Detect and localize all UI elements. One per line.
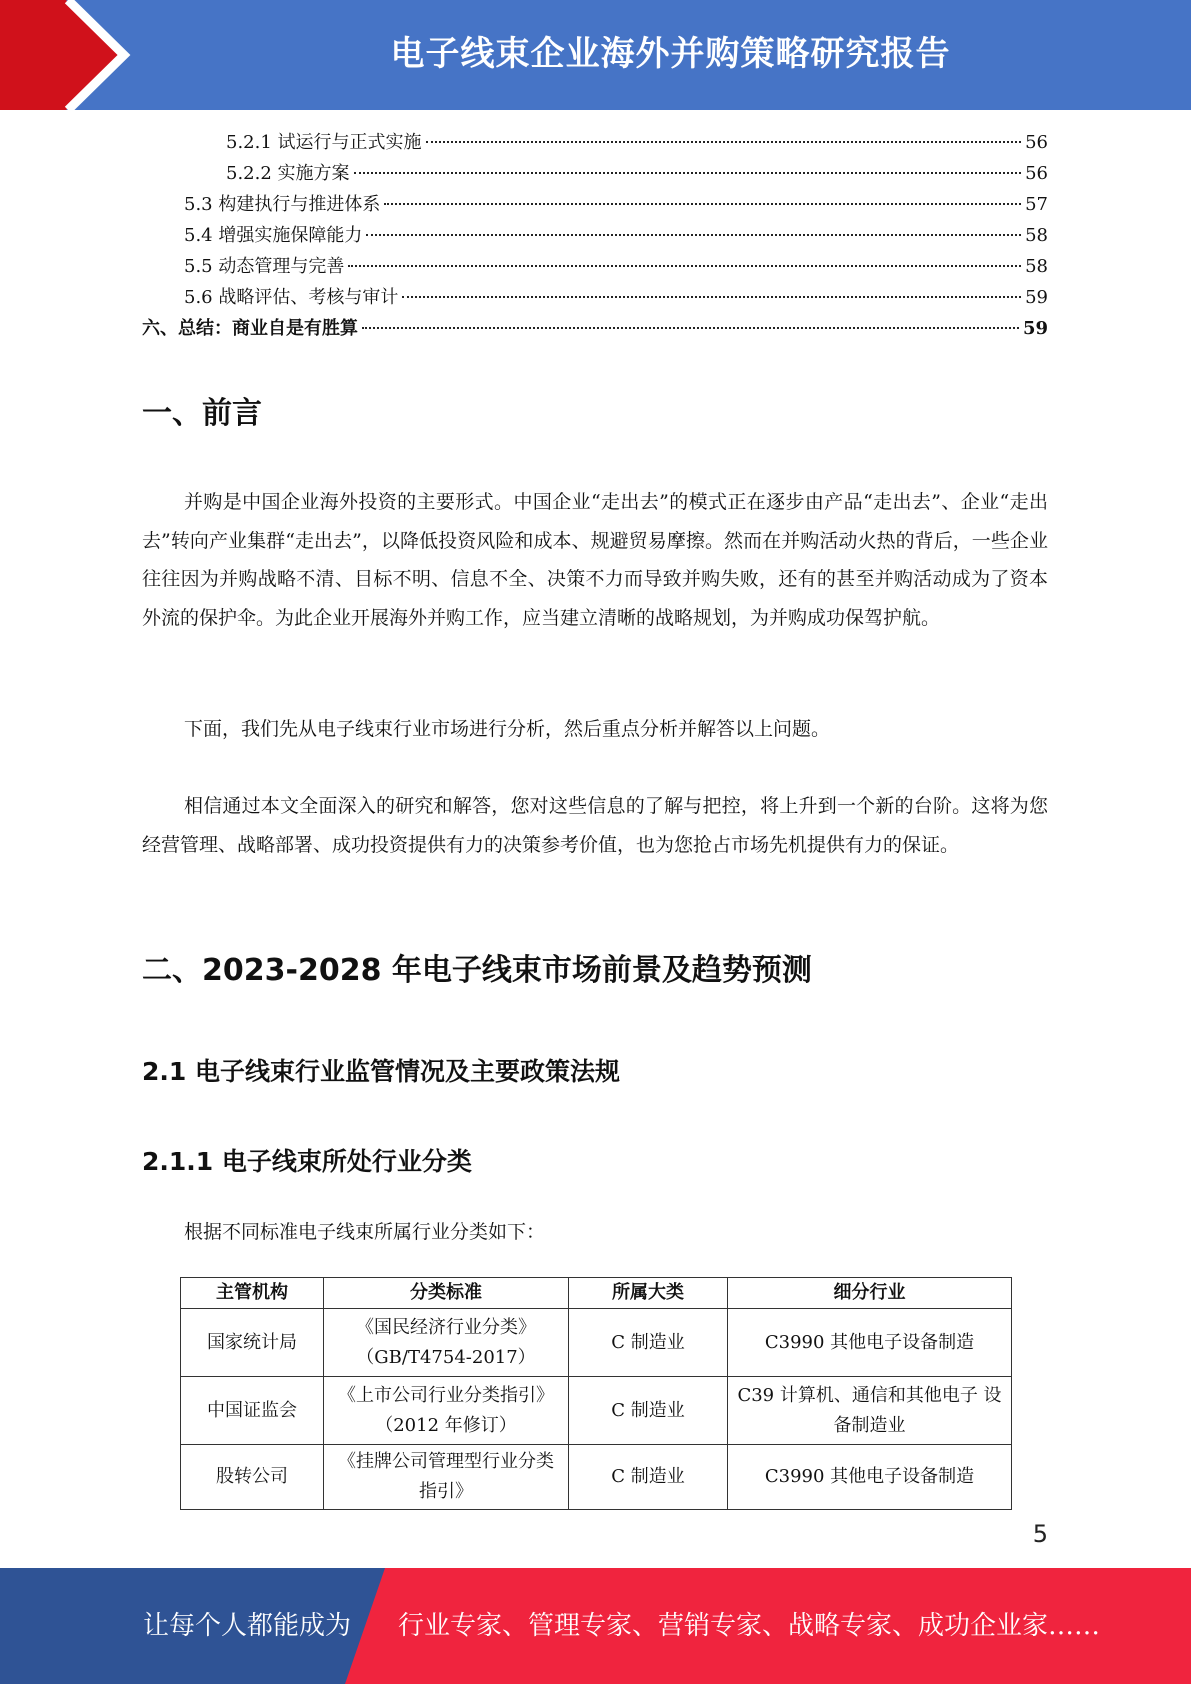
footer-slogan-right: 行业专家、管理专家、营销专家、战略专家、成功企业家…… <box>398 1611 1101 1641</box>
body-paragraph: 下面，我们先从电子线束行业市场进行分析，然后重点分析并解答以上问题。 <box>184 718 831 740</box>
table-cell-category: C 制造业 <box>569 1445 728 1510</box>
table-cell-standard: 《上市公司行业分类指引》（2012 年修订） <box>324 1377 569 1445</box>
toc-entry-page: 58 <box>1025 256 1048 277</box>
table-cell-org: 国家统计局 <box>181 1309 324 1377</box>
table-header-cell: 细分行业 <box>728 1278 1012 1309</box>
toc-leader-dots <box>402 296 1021 298</box>
toc-entry[interactable] <box>142 221 1048 252</box>
table-header-cell: 主管机构 <box>181 1278 324 1309</box>
footer-slogan-left: 让每个人都能成为 <box>143 1611 352 1641</box>
toc-entry[interactable] <box>142 128 1048 159</box>
toc-entry-page: 59 <box>1025 287 1048 308</box>
section-heading: 二、2023-2028 年电子线束市场前景及趋势预测 <box>142 953 812 988</box>
industry-classification-table <box>180 1277 1012 1510</box>
toc-leader-dots <box>348 265 1021 267</box>
toc-leader-dots <box>362 327 1019 329</box>
toc-entry-label: 5.2.2 实施方案 <box>226 163 350 184</box>
table-cell-category: C 制造业 <box>569 1309 728 1377</box>
body-paragraph: 相信通过本文全面深入的研究和解答，您对这些信息的了解与把控，将上升到一个新的台阶。这将为您经营管理、战略部署、成功投资提供有力的决策参考价值，也为您抢占市场先机提供有力的保证。 <box>142 795 1048 856</box>
table-cell-subindustry: C39 计算机、通信和其他电子 设备制造业 <box>728 1377 1012 1445</box>
toc-entry[interactable] <box>142 314 1048 345</box>
toc-entry-label: 六、总结：商业自是有胜算 <box>142 318 358 339</box>
body-paragraph: 并购是中国企业海外投资的主要形式。中国企业“走出去”的模式正在逐步由产品“走出去”、企业“走出去”转向产业集群“走出去”，以降低投资风险和成本、规避贸易摩擦。然而在并购活动火热的背后，一些企业往往因为并购战略不清、目标不明、信息不全、决策不力而导致并购失败，还有的甚至并购活动成为了资本外流的保护伞。为此企业开展海外并购工作，应当建立清晰的战略规划，为并购成功保驾护航。 <box>142 491 1048 629</box>
table-row <box>181 1377 1012 1445</box>
toc-leader-dots <box>384 203 1021 205</box>
toc-entry[interactable] <box>142 283 1048 314</box>
toc-leader-dots <box>426 141 1022 143</box>
page-footer <box>0 1568 1191 1684</box>
page-number: 5 <box>1032 1520 1048 1548</box>
toc-entry-page: 56 <box>1025 132 1048 153</box>
toc-entry[interactable] <box>142 159 1048 190</box>
table-cell-subindustry: C3990 其他电子设备制造 <box>728 1309 1012 1377</box>
toc-entry-label: 5.4 增强实施保障能力 <box>184 225 363 246</box>
table-cell-org: 中国证监会 <box>181 1377 324 1445</box>
table-cell-org: 股转公司 <box>181 1445 324 1510</box>
header-chevron-icon <box>0 0 150 110</box>
toc-entry-page: 56 <box>1025 163 1048 184</box>
toc-entry-label: 5.3 构建执行与推进体系 <box>184 194 381 215</box>
subsection-heading: 2.1.1 电子线束所处行业分类 <box>142 1147 472 1176</box>
table-cell-standard: 《国民经济行业分类》（GB/T4754-2017） <box>324 1309 569 1377</box>
subsection-heading: 2.1 电子线束行业监管情况及主要政策法规 <box>142 1057 620 1086</box>
section-heading: 一、前言 <box>142 396 262 431</box>
table-row <box>181 1309 1012 1377</box>
toc-entry-label: 5.6 战略评估、考核与审计 <box>184 287 399 308</box>
table-of-contents <box>142 128 1048 345</box>
table-row <box>181 1445 1012 1510</box>
table-header-cell: 所属大类 <box>569 1278 728 1309</box>
toc-entry[interactable] <box>142 252 1048 283</box>
toc-entry-page: 58 <box>1025 225 1048 246</box>
table-header-cell: 分类标准 <box>324 1278 569 1309</box>
toc-entry[interactable] <box>142 190 1048 221</box>
toc-entry-label: 5.2.1 试运行与正式实施 <box>226 132 422 153</box>
toc-entry-page: 57 <box>1025 194 1048 215</box>
toc-entry-label: 5.5 动态管理与完善 <box>184 256 345 277</box>
page-header <box>0 0 1191 110</box>
toc-leader-dots <box>354 172 1022 174</box>
table-header-row <box>181 1278 1012 1309</box>
report-title: 电子线束企业海外并购策略研究报告 <box>390 34 951 74</box>
body-paragraph: 根据不同标准电子线束所属行业分类如下： <box>184 1221 546 1243</box>
table-cell-standard: 《挂牌公司管理型行业分类指引》 <box>324 1445 569 1510</box>
table-cell-subindustry: C3990 其他电子设备制造 <box>728 1445 1012 1510</box>
toc-leader-dots <box>366 234 1021 236</box>
toc-entry-page: 59 <box>1022 318 1048 339</box>
table-cell-category: C 制造业 <box>569 1377 728 1445</box>
